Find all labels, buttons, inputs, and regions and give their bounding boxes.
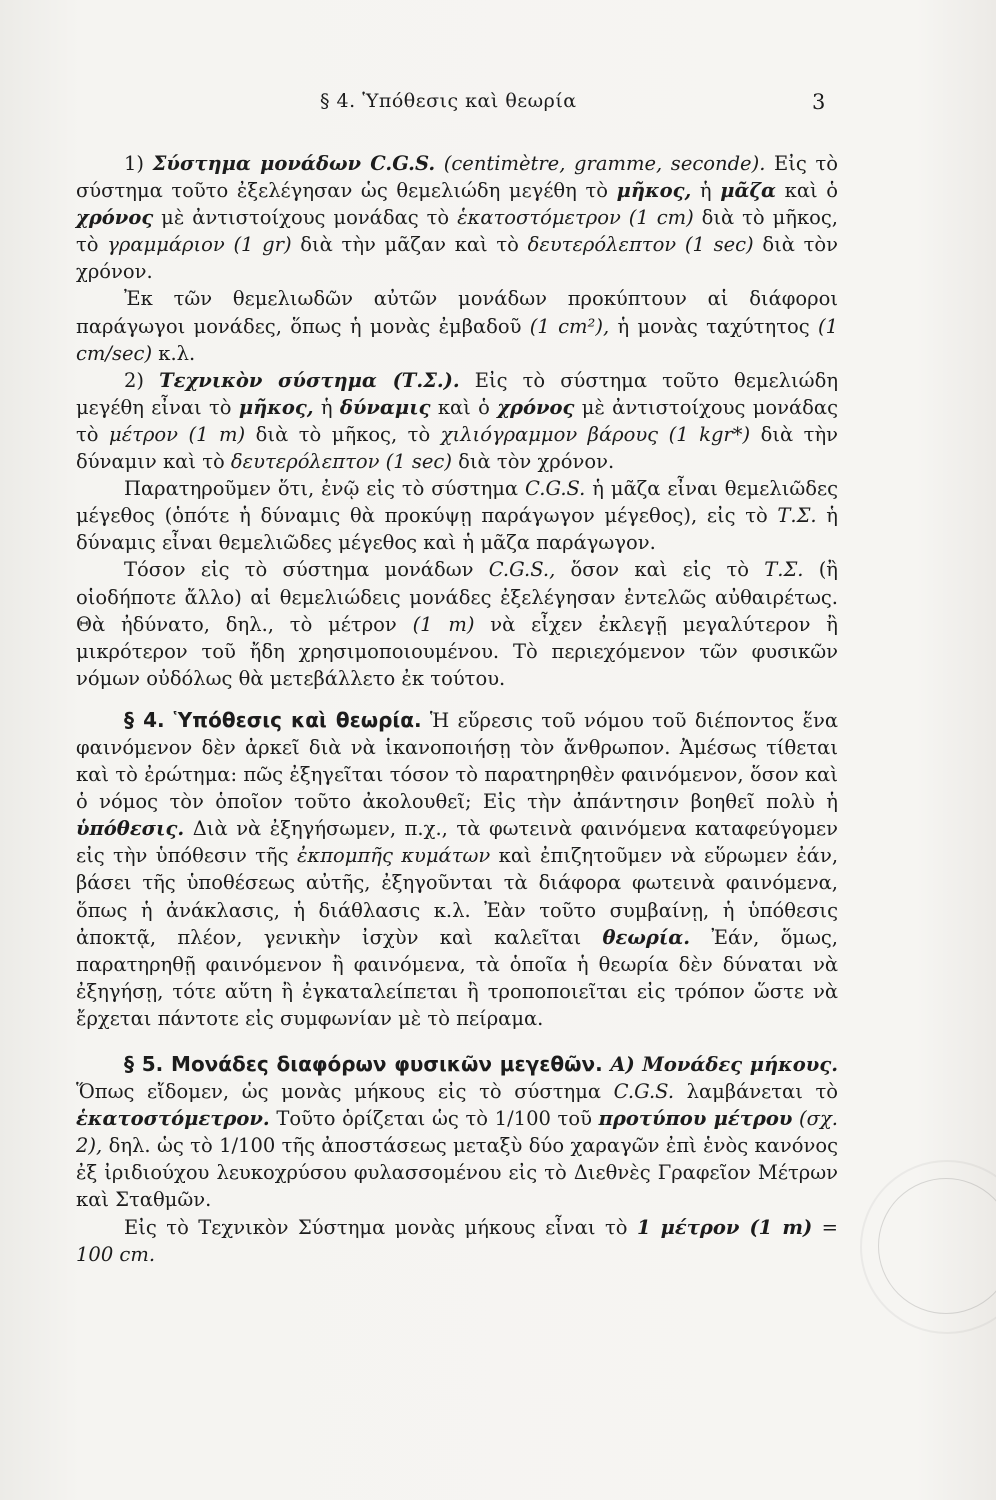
section-4-paragraph [76,707,838,1032]
section-4-heading: § 4. Ὑπόθεσις καὶ θεωρία. [124,707,422,732]
text-run: Ὅπως εἴδομεν, ὡς μονὰς μήκους εἰς τὸ σύστημα [76,1080,614,1104]
text-run: ἡ [313,395,340,419]
term-mass: μᾶζα [720,179,777,203]
text-run: Εἰς τὸ Τεχνικὸν Σύστημα μονὰς μήκους εἶναι τὸ [124,1215,637,1239]
text-run: Ἐκ τῶν θεμελιωδῶν αὐτῶν μονάδων προκύπτουν αἱ διάφοροι παράγωγοι μονάδες, ὅπως ἡ μονὰς ἐμβαδοῦ [76,287,838,338]
paragraph-cgs-system [76,150,838,285]
text-run: Εἰς τὸ σύστημα τοῦτο θεμελιώδη μεγέθη εἶναι τὸ [76,368,839,419]
term-metre: 1 μέτρον (1 m) [637,1215,813,1239]
figure-ref: (σχ. 2), [76,1107,838,1158]
term-time: χρόνος [76,206,154,230]
text-run: διὰ τὸν χρόνον. [451,450,615,474]
text-run: διὰ τὴν μᾶζαν καὶ τὸ [291,233,528,257]
unit-m: (1 m) [412,612,475,636]
term-time: χρόνος [497,395,575,419]
term-standard-metre: προτύπου μέτρου [598,1107,793,1131]
text-run: Τόσον εἰς τὸ σύστημα μονάδων [124,558,489,582]
wave-emission: ἐκπομπῆς κυμάτων [296,844,491,868]
cgs-title: Σύστημα μονάδων C.G.S. [152,152,436,175]
text-run: κ.λ. [152,341,196,365]
text-run: Τοῦτο ὁρίζεται ὡς τὸ 1/100 τοῦ [269,1107,599,1131]
page-header [0,90,996,120]
cgs-expansion: (centimètre, gramme, seconde). [443,152,766,175]
term-length: μῆκος, [238,395,314,419]
page-number: 3 [812,90,826,114]
text-run: διὰ τὸ μῆκος, τὸ [245,422,441,446]
text-run: διὰ τὴν δύναμιν καὶ τὸ [76,422,839,474]
paragraph-derived-units [76,285,838,366]
body-text [76,150,838,1268]
item-number: 1) [124,152,145,175]
text-run: Ἐάν, ὅμως, παρατηρηθῇ φαινόμενον ἢ φαινόμενα, τὰ ὁποῖα ἡ θεωρία δὲν δύναται νὰ ἐξηγήσῃ, τότε αὕτη ἢ ἐγκαταλείπεται ἢ τροποποιεῖται εἰς τρόπον ὥστε νὰ ἔρχεται πάντοτε εἰς συμφωνίαν μὲ τὸ πείραμα. [76,925,838,1030]
term-centimetre: ἑκατοστόμετρον. [76,1107,270,1131]
text-run: ἡ μᾶζα εἶναι θεμελιῶδες μέγεθος (ὁπότε ἡ δύναμις θὰ προκύψῃ παράγωγον μέγεθος), εἰς τὸ [76,477,838,528]
unit-m: μέτρον (1 m) [109,422,246,446]
text-run: μὲ ἀντιστοίχους μονάδας τὸ [153,206,458,230]
paragraph-arbitrary-units [76,556,838,691]
text-run: Εἰς τὸ σύστημα τοῦτο ἐξελέγησαν ὡς θεμελιώδη μεγέθη τὸ [76,152,838,203]
item-number: 2) [124,368,145,392]
cgs-ref: C.G.S. [525,477,586,501]
text-run: καὶ ὁ [776,179,839,203]
unit-cm: ἑκατοστόμετρον (1 cm) [457,206,694,230]
ts-ref: Τ.Σ. [764,558,804,582]
unit-sec: δευτερόλεπτον (1 sec) [230,450,452,474]
paragraph-observation [76,475,838,556]
text-run: δηλ. ὡς τὸ 1/100 τῆς ἀποστάσεως μεταξὺ δύο χαραγῶν ἐπὶ ἑνὸς κανόνος ἐξ ἰριδιούχου λευκοχρύσου φυλασσομένου εἰς τὸ Διεθνὲς Γραφεῖον Μέτρων καὶ Σταθμῶν. [76,1134,838,1212]
metre-equivalence: = 100 cm. [76,1215,839,1266]
unit-area: (1 cm²), [529,314,610,338]
unit-gr: γραμμάριον (1 gr) [107,233,292,257]
technical-system-title: Τεχνικὸν σύστημα (Τ.Σ.). [159,368,460,392]
text-run: ἡ [691,179,721,203]
text-run: νὰ εἶχεν ἐκλεγῇ μεγαλύτερον ἢ μικρότερον τοῦ ἤδη χρησιμοποιουμένου. Τὸ περιεχόμενον τῶν φυσικῶν νόμων οὐδόλως θὰ μετεβάλλετο ἐκ τούτου. [76,612,838,690]
text-run: Διὰ νὰ ἐξηγήσωμεν, π.χ., τὰ φωτεινὰ φαινόμενα καταφεύγομεν εἰς τὴν ὑπόθεσιν τῆς [76,817,838,868]
text-run: μὲ ἀντιστοίχους μονάδας τὸ [76,395,838,446]
unit-kgr: χιλιόγραμμον βάρους (1 kgr*) [440,422,751,446]
term-length: μῆκος, [616,179,692,203]
text-run: (ἢ οἱοδήποτε ἄλλο) αἱ θεμελιώδεις μονάδες ἐξελέγησαν ἐντελῶς αὐθαιρέτως. Θὰ ἠδύνατο, δηλ., τὸ μέτρον [76,558,838,636]
running-head: § 4. Ὑπόθεσις καὶ θεωρία [320,90,577,112]
text-run: ἡ δύναμις εἶναι θεμελιῶδες μέγεθος καὶ ἡ μᾶζα παράγωγον. [76,504,838,555]
text-run: καὶ ὁ [430,395,498,419]
cgs-ref: C.G.S. [613,1080,675,1104]
text-run: ὅσον καὶ εἰς τὸ [555,558,765,582]
ts-ref: Τ.Σ. [777,504,817,528]
paragraph-technical-system [76,367,838,475]
text-run: διὰ τὸν χρόνον. [76,233,838,284]
term-theory: θεωρία. [602,925,691,949]
cgs-ref: C.G.S., [488,558,556,582]
term-hypothesis: ὑπόθεσις. [76,817,185,841]
unit-velocity: (1 cm/sec) [76,314,838,365]
unit-sec: δευτερόλεπτον (1 sec) [527,233,754,257]
text-run: Ἡ εὕρεσις τοῦ νόμου τοῦ διέποντος ἕνα φαινόμενον δὲν ἀρκεῖ διὰ νὰ ἱκανοποιήσῃ τὸν ἄνθρωπον. Ἀμέσως τίθεται καὶ τὸ ἐρώτημα: πῶς ἐξηγεῖται τόσον τὸ παρατηρηθὲν φαινόμενον, ὅσον καὶ ὁ νόμος τὸν ὁποῖον τοῦτο ἀκολουθεῖ; Εἰς τὴν ἀπάντησιν βοηθεῖ πολὺ ἡ [76,708,838,814]
text-run: ἡ μονὰς ταχύτητος [609,314,818,338]
text-run: διὰ τὸ μῆκος, τὸ [76,206,838,257]
text-run: λαμβάνεται τὸ [674,1080,838,1104]
section-5-heading: § 5. Μονάδες διαφόρων φυσικῶν μεγεθῶν. [124,1052,603,1076]
section-5-paragraph [76,1051,838,1214]
length-units-subheading: Α) Μονάδες μήκους. [602,1053,838,1076]
paragraph-technical-length [76,1214,838,1268]
term-force: δύναμις [339,395,431,419]
text-run: καὶ ἐπιζητοῦμεν νὰ εὕρωμεν ἐάν, βάσει τῆς ὑποθέσεως αὐτῆς, ἐξηγοῦνται τὰ διάφορα φωτεινὰ φαινόμενα, ὅπως ἡ ἀνάκλασις, ἡ διάθλασις κ.λ. Ἐὰν τοῦτο συμβαίνῃ, ἡ ὑπόθεσις ἀποκτᾷ, πλέον, γενικὴν ἰσχὺν καὶ καλεῖται [76,844,839,949]
text-run: Παρατηροῦμεν ὅτι, ἐνῷ εἰς τὸ σύστημα [124,477,526,501]
